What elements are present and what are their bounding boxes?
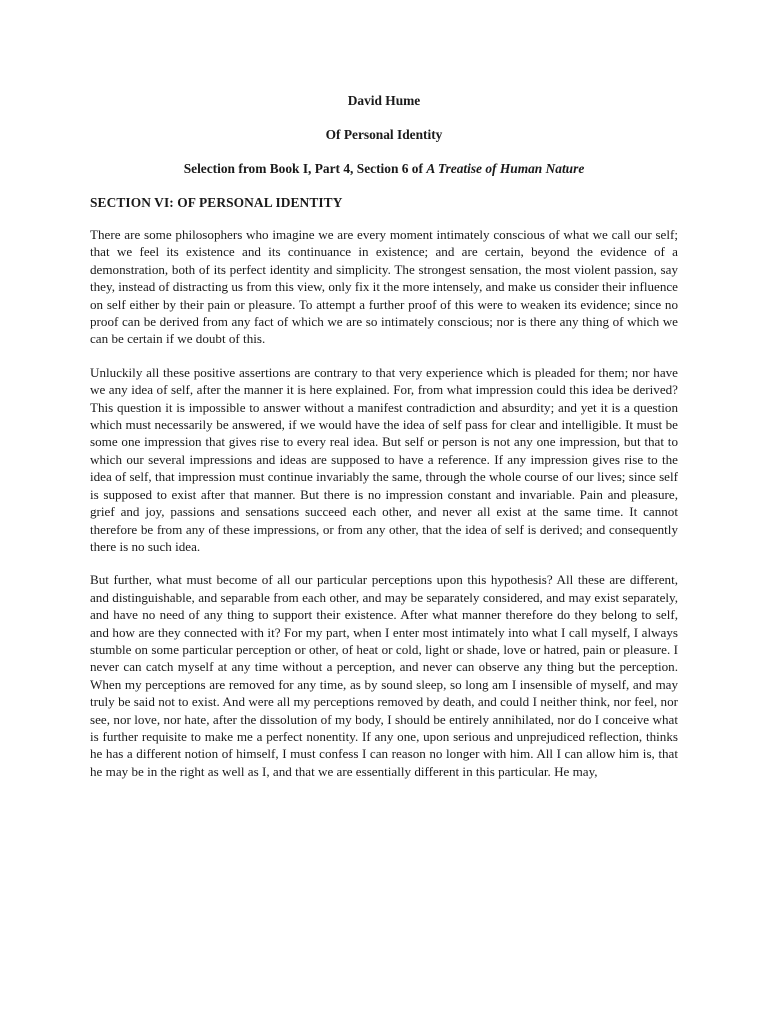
selection-work-title: A Treatise of Human Nature (426, 161, 585, 176)
body-paragraph-1: There are some philosophers who imagine we are every moment intimately conscious of what we call our self; that we feel its existence and its continuance in existence; and are certain, beyond the evidence of a demonstration, both of its perfect identity and simplicity. The strongest sensation, the most violent passion, say they, instead of distracting us from this view, only fix it the more intensely, and make us consider their influence on self either by their pain or pleasure. To attempt a further proof of this were to weaken its evidence; since no proof can be derived from any fact of which we are so intimately conscious; nor is there any thing of which we can be certain if we doubt of this. (90, 227, 678, 347)
section-heading: SECTION VI: OF PERSONAL IDENTITY (90, 195, 343, 210)
body-paragraph-2: Unluckily all these positive assertions are contrary to that very experience which is pleaded for them; nor have we any idea of self, after the manner it is here explained. For, from what impression could this idea be derived? This question it is impossible to answer without a manifest contradiction and absurdity; and yet it is a question which must necessarily be answered, if we would have the idea of self pass for clear and intelligible. It must be some one impression that gives rise to every real idea. But self or person is not any one impression, but that to which our several impressions and ideas are supposed to have a reference. If any impression gives rise to the idea of self, that impression must continue invariably the same, through the whole course of our lives; since self is supposed to exist after that manner. But there is no impression constant and invariable. Pain and pleasure, grief and joy, passions and sensations succeed each other, and never all exist at the same time. It cannot therefore be from any of these impressions, or from any other, that the idea of self is derived; and consequently there is no such idea. (90, 364, 678, 554)
body-paragraph-3: But further, what must become of all our particular perceptions upon this hypothesis? All these are different, and distinguishable, and separable from each other, and may be separately considered, and may exist separately, and have no need of any thing to support their existence. After what manner therefore do they belong to self, and how are they connected with it? For my part, when I enter most intimately into what I call myself, I always stumble on some particular perception or other, of heat or cold, light or shade, love or hatred, pain or pleasure. I never can catch myself at any time without a perception, and never can observe any thing but the perception. When my perceptions are removed for any time, as by sound sleep, so long am I insensible of myself, and may truly be said not to exist. And were all my perceptions removed by death, and could I neither think, nor feel, nor see, nor love, nor hate, after the dissolution of my body, I should be entirely annihilated, nor do I conceive what is further requisite to make me a perfect nonentity. If any one, upon serious and unprejudiced reflection, thinks he has a different notion of himself, I must confess I can reason no longer with him. All I can allow him is, that he may be in the right as well as I, and that we are essentially different in this particular. He may, (90, 572, 678, 779)
document-page (90, 86, 678, 780)
selection-prefix: Selection from Book I, Part 4, Section 6 of (183, 161, 427, 176)
document-selection-line (90, 160, 678, 178)
document-title: Of Personal Identity (325, 127, 443, 142)
document-author: David Hume (347, 93, 421, 108)
